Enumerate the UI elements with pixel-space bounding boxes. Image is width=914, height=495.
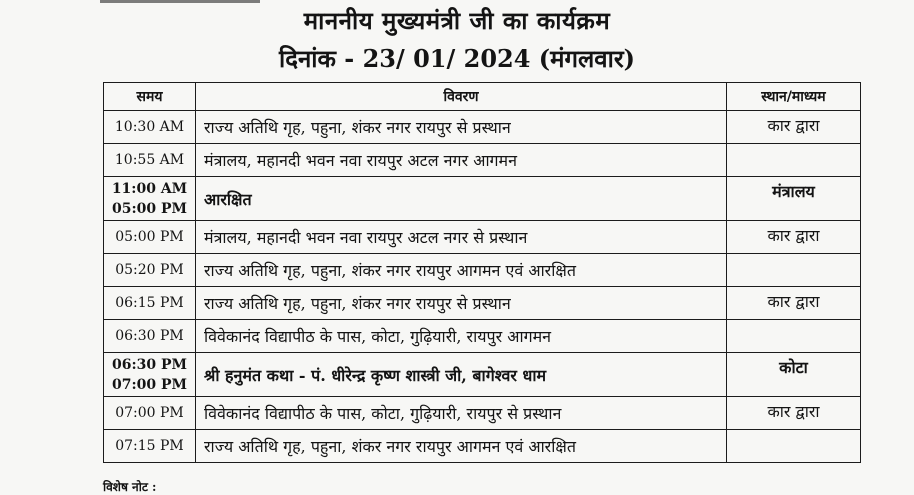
place-cell xyxy=(727,320,861,353)
header-rule xyxy=(100,0,260,3)
description-cell: विवेकानंद विद्यापीठ के पास, कोटा, गुढ़ियारी, रायपुर आगमन xyxy=(196,320,727,353)
time-cell: 06:15 PM xyxy=(104,287,196,320)
time-cell: 10:30 AM xyxy=(104,111,196,144)
time-cell xyxy=(104,353,196,397)
place-cell xyxy=(727,254,861,287)
description-cell: राज्य अतिथि गृह, पहुना, शंकर नगर रायपुर आगमन एवं आरक्षित xyxy=(196,254,727,287)
description-cell: राज्य अतिथि गृह, पहुना, शंकर नगर रायपुर से प्रस्थान xyxy=(196,111,727,144)
table-row xyxy=(104,177,861,221)
place-cell: कार द्वारा xyxy=(727,221,861,254)
description-cell: राज्य अतिथि गृह, पहुना, शंकर नगर रायपुर आगमन एवं आरक्षित xyxy=(196,430,727,463)
table-row xyxy=(104,111,861,144)
time-cell: 06:30 PM xyxy=(104,320,196,353)
header-description: विवरण xyxy=(196,83,727,111)
time-cell: 05:20 PM xyxy=(104,254,196,287)
footnote: विशेष नोट : xyxy=(103,480,157,494)
place-cell xyxy=(727,430,861,463)
table-row xyxy=(104,320,861,353)
description-cell: श्री हनुमंत कथा - पं. धीरेन्द्र कृष्ण शास्त्री जी, बागेश्वर धाम xyxy=(196,353,727,397)
place-cell: कार द्वारा xyxy=(727,287,861,320)
place-cell: कार द्वारा xyxy=(727,111,861,144)
time-cell: 07:15 PM xyxy=(104,430,196,463)
description-cell: मंत्रालय, महानदी भवन नवा रायपुर अटल नगर से प्रस्थान xyxy=(196,221,727,254)
place-cell: मंत्रालय xyxy=(727,177,861,221)
time-cell: 10:55 AM xyxy=(104,144,196,177)
time-cell xyxy=(104,177,196,221)
header-time: समय xyxy=(104,83,196,111)
table-row xyxy=(104,144,861,177)
time-end: 07:00 PM xyxy=(111,376,188,393)
place-cell xyxy=(727,144,861,177)
page-date: दिनांक - 23/ 01/ 2024 (मंगलवार) xyxy=(278,44,635,73)
description-cell: मंत्रालय, महानदी भवन नवा रायपुर अटल नगर आगमन xyxy=(196,144,727,177)
time-cell: 07:00 PM xyxy=(104,397,196,430)
table-row xyxy=(104,397,861,430)
table-header-row xyxy=(104,83,861,111)
time-start: 06:30 PM xyxy=(111,356,188,373)
table-row xyxy=(104,221,861,254)
time-end: 05:00 PM xyxy=(111,200,188,217)
page-title: माननीय मुख्यमंत्री जी का कार्यक्रम xyxy=(303,6,611,35)
description-cell: राज्य अतिथि गृह, पहुना, शंकर नगर रायपुर से प्रस्थान xyxy=(196,287,727,320)
place-cell: कार द्वारा xyxy=(727,397,861,430)
table-row xyxy=(104,353,861,397)
schedule-table xyxy=(103,82,861,463)
table-row xyxy=(104,430,861,463)
header-place: स्थान/माध्यम xyxy=(727,83,861,111)
description-cell: विवेकानंद विद्यापीठ के पास, कोटा, गुढ़ियारी, रायपुर से प्रस्थान xyxy=(196,397,727,430)
table-row xyxy=(104,254,861,287)
time-cell: 05:00 PM xyxy=(104,221,196,254)
place-cell: कोटा xyxy=(727,353,861,397)
time-start: 11:00 AM xyxy=(111,180,188,197)
description-cell: आरक्षित xyxy=(196,177,727,221)
table-row xyxy=(104,287,861,320)
